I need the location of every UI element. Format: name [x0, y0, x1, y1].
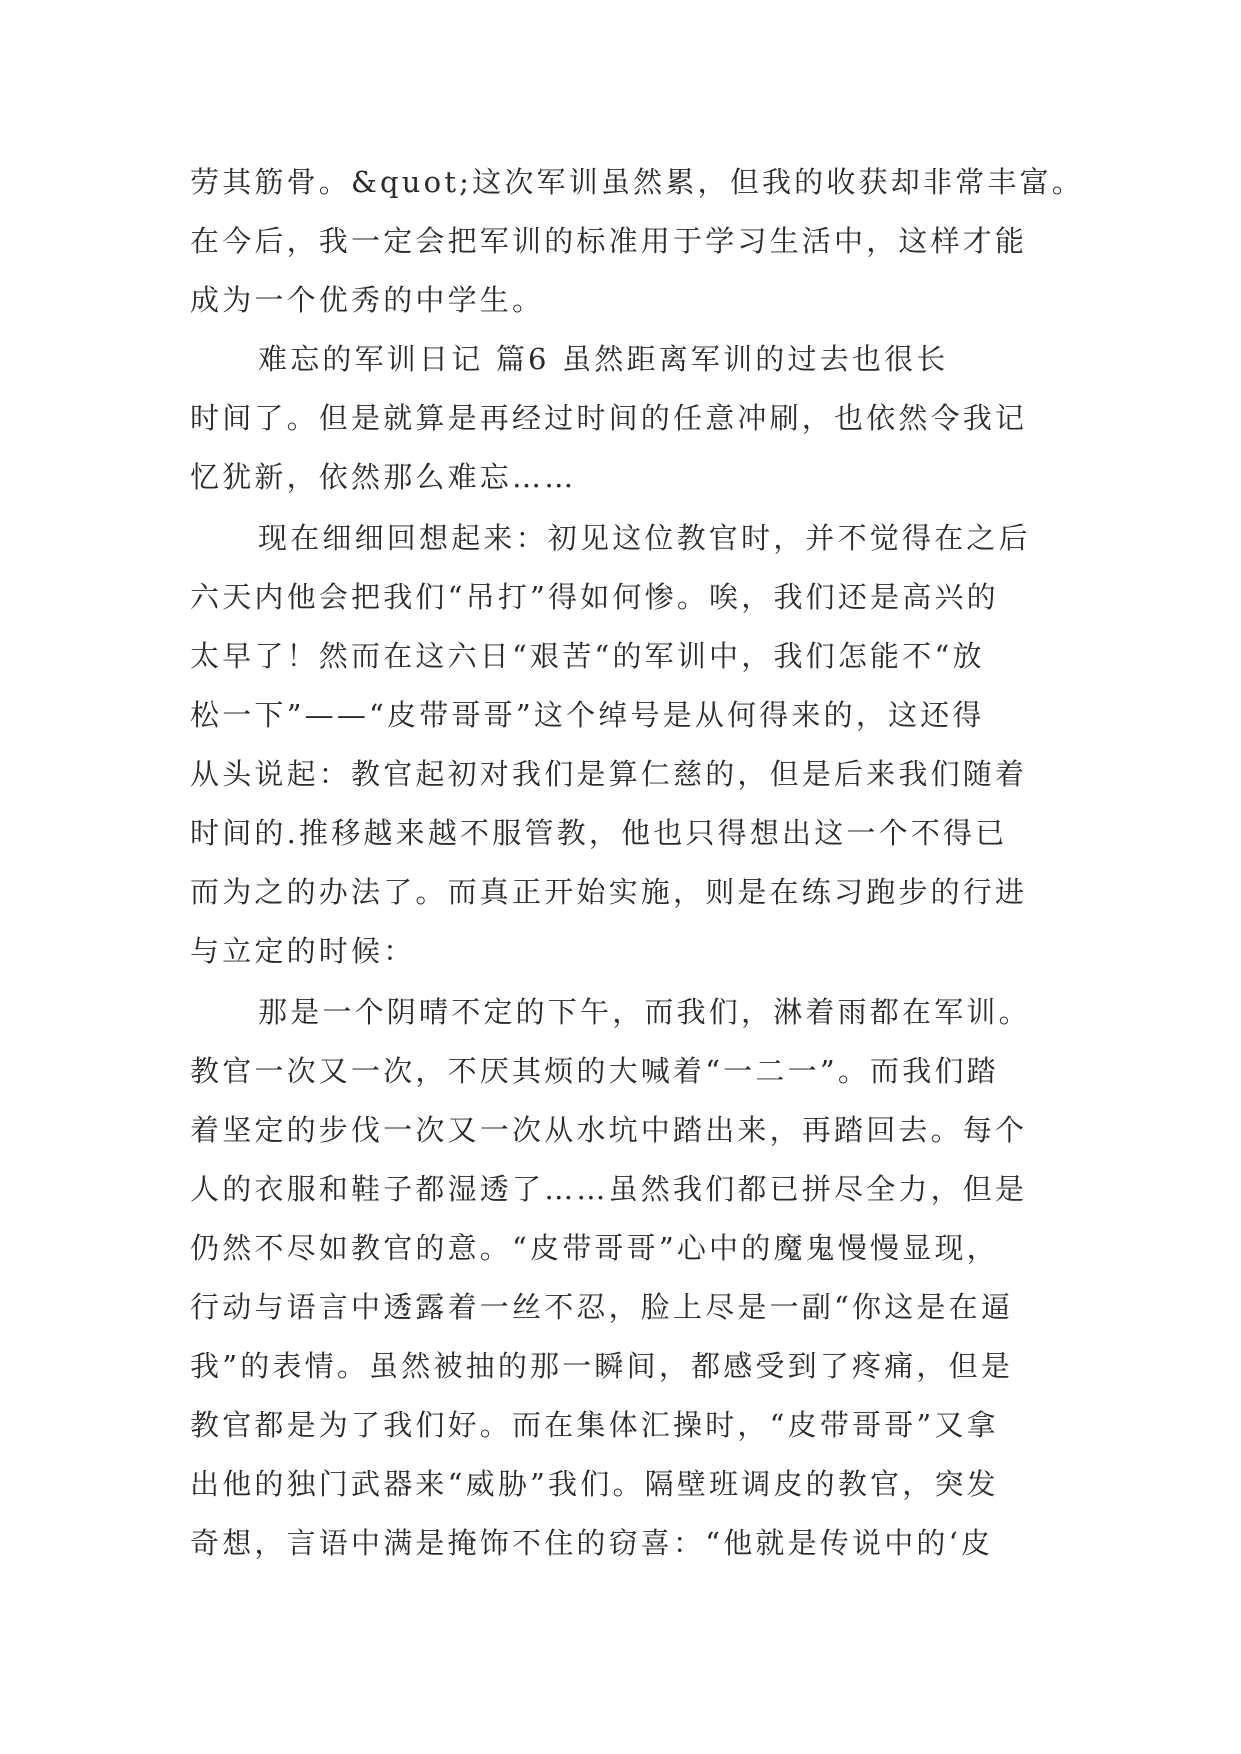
text-line: 劳其筋骨。&quot;这次军训虽然累，但我的收获却非常丰富。	[190, 165, 1084, 199]
text-line: 出他的独门武器来“威胁”我们。隔壁班调皮的教官，突发	[190, 1467, 999, 1501]
text-line: 我”的表情。虽然被抽的那一瞬间，都感受到了疼痛，但是	[190, 1349, 1014, 1383]
text-line: 太早了！然而在这六日“艰苦“的军训中，我们怎能不“放	[190, 639, 985, 673]
text-line: 难忘的军训日记 篇6 虽然距离军训的过去也很长	[258, 342, 949, 376]
text-line: 时间了。但是就算是再经过时间的任意冲刷，也依然令我记	[190, 401, 1028, 435]
text-line: 仍然不尽如教官的意。“皮带哥哥”心中的魔鬼慢慢显现，	[190, 1231, 999, 1265]
text-line: 松一下”——“皮带哥哥”这个绰号是从何得来的，这还得	[190, 698, 985, 732]
text-line: 在今后，我一定会把军训的标准用于学习生活中，这样才能	[190, 224, 1028, 258]
text-line: 那是一个阴晴不定的下午，而我们，淋着雨都在军训。	[258, 995, 1031, 1029]
text-line: 行动与语言中透露着一丝不忍，脸上尽是一副“你这是在逼	[190, 1290, 1014, 1324]
text-line: 奇想，言语中满是掩饰不住的窃喜：“他就是传说中的‘皮	[190, 1526, 994, 1560]
text-line: 从头说起：教官起初对我们是算仁慈的，但是后来我们随着	[190, 757, 1028, 791]
text-line: 教官一次又一次，不厌其烦的大喊着“一二一”。而我们踏	[190, 1054, 999, 1088]
text-line: 六天内他会把我们“吊打”得如何惨。唉，我们还是高兴的	[190, 580, 999, 614]
text-line: 时间的.推移越来越不服管教，他也只得想出这一个不得已	[190, 816, 1008, 850]
text-line: 成为一个优秀的中学生。	[190, 283, 545, 317]
text-line: 教官都是为了我们好。而在集体汇操时，“皮带哥哥”又拿	[190, 1408, 999, 1442]
text-line: 人的衣服和鞋子都湿透了……虽然我们都已拼尽全力，但是	[190, 1172, 1028, 1206]
text-line: 而为之的办法了。而真正开始实施，则是在练习跑步的行进	[190, 875, 1028, 909]
text-line: 忆犹新，依然那么难忘……	[190, 460, 577, 494]
text-line: 与立定的时候：	[190, 934, 416, 968]
text-line: 现在细细回想起来：初见这位教官时，并不觉得在之后	[258, 521, 1031, 555]
text-line: 着坚定的步伐一次又一次从水坑中踏出来，再踏回去。每个	[190, 1113, 1028, 1147]
